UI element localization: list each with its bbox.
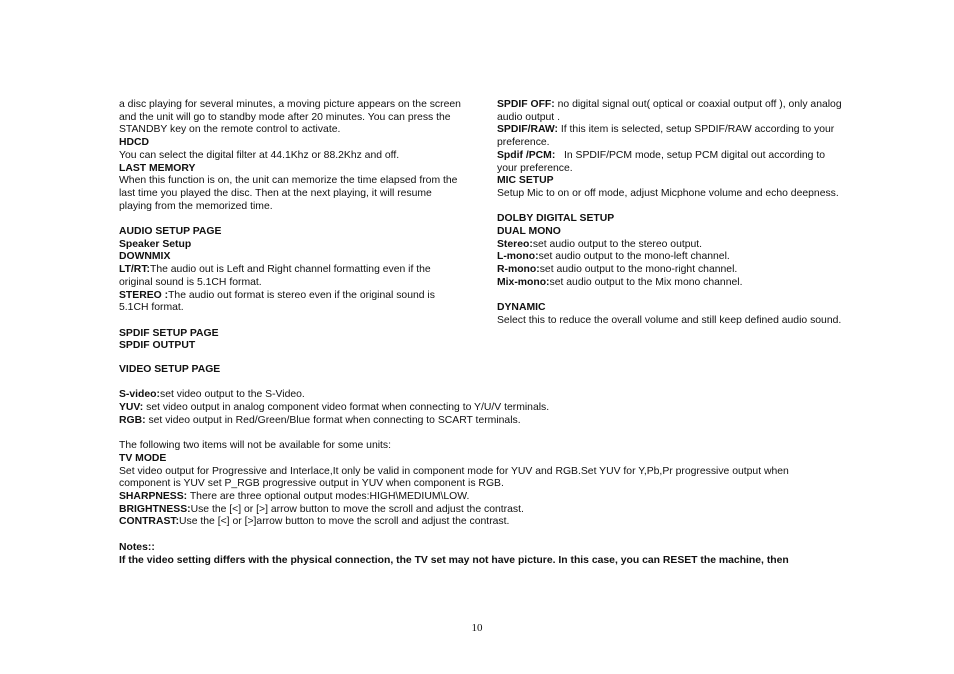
dynamic-heading: DYNAMIC — [497, 302, 546, 314]
brightness-paragraph — [119, 504, 839, 517]
rmono-label: R-mono: — [497, 264, 540, 276]
video-setup-section — [119, 364, 839, 567]
sharpness-paragraph — [119, 491, 839, 504]
spdif-pcm-paragraph — [497, 150, 842, 175]
spdif-output-heading: SPDIF OUTPUT — [119, 340, 196, 352]
dual-mono-heading: DUAL MONO — [497, 226, 561, 238]
sharpness-text: There are three optional output modes:HIGH\MEDIUM\LOW. — [187, 491, 470, 502]
yuv-text: set video output in analog component video format when connecting to Y/U/V terminals. — [143, 402, 550, 414]
rgb-label: RGB: — [119, 414, 146, 426]
lmono-paragraph — [497, 251, 842, 264]
spdif-off-label: SPDIF OFF: — [497, 99, 555, 110]
tv-mode-text: Set video output for Progressive and Interlace,It only be valid in component mode for YUV and RGB.Set YUV for Y,Pb,Pr progressive output when component is YUV set P_RGB progressive output in YUV when component is RGB. — [119, 465, 789, 490]
audio-setup-heading: AUDIO SETUP PAGE — [119, 226, 222, 238]
spdif-pcm-label: Spdif /PCM: — [497, 149, 556, 161]
video-setup-heading: VIDEO SETUP PAGE — [119, 364, 221, 375]
notes-text: If the video setting differs with the physical connection, the TV set may not have picture. In this case, you can RESET the machine, then — [119, 554, 789, 566]
spdif-setup-heading: SPDIF SETUP PAGE — [119, 327, 219, 339]
ltrt-paragraph — [119, 264, 464, 289]
downmix-heading: DOWNMIX — [119, 251, 171, 263]
spdif-raw-paragraph — [497, 124, 842, 149]
spdif-raw-label: SPDIF/RAW: — [497, 124, 558, 136]
rgb-paragraph — [119, 415, 839, 428]
svideo-text: set video output to the S-Video. — [160, 389, 305, 401]
notes-heading: Notes:: — [119, 541, 155, 553]
yuv-paragraph — [119, 402, 839, 415]
stereo-paragraph — [497, 239, 842, 252]
brightness-label: BRIGHTNESS: — [119, 503, 191, 515]
yuv-label: YUV: — [119, 402, 144, 414]
right-column — [497, 99, 842, 328]
dynamic-text: Select this to reduce the overall volume and still keep defined audio sound. — [497, 314, 842, 326]
contrast-text: Use the [<] or [>]arrow button to move the scroll and adjust the contrast. — [179, 516, 510, 528]
page-number: 10 — [471, 622, 483, 634]
svideo-label: S-video: — [119, 389, 160, 401]
lmono-label: L-mono: — [497, 251, 539, 263]
stereo-text: set audio output to the stereo output. — [532, 238, 703, 250]
dolby-heading: DOLBY DIGITAL SETUP — [497, 213, 615, 225]
mixmono-paragraph — [497, 277, 842, 290]
brightness-text: Use the [<] or [>] arrow button to move the scroll and adjust the contrast. — [190, 503, 524, 515]
speaker-setup-heading: Speaker Setup — [119, 238, 192, 250]
stereo-downmix-paragraph — [119, 290, 464, 315]
availability-note: The following two items will not be available for some units: — [119, 440, 392, 452]
sharpness-label: SHARPNESS: — [119, 491, 188, 502]
left-column — [119, 99, 464, 353]
last-memory-text: When this function is on, the unit can memorize the time elapsed from the last time you played the disc. Then at the next playing, it will resume playing from the memorized time. — [119, 175, 458, 212]
mixmono-text: set audio output to the Mix mono channel. — [549, 276, 743, 288]
hdcd-heading: HDCD — [119, 137, 150, 149]
spdif-raw-text: If this item is selected, setup SPDIF/RAW according to your preference. — [497, 124, 835, 149]
stereo-label: Stereo: — [497, 238, 533, 250]
rgb-text: set video output in Red/Green/Blue format when connecting to SCART terminals. — [145, 414, 521, 426]
rmono-text: set audio output to the mono-right channel. — [539, 264, 738, 276]
spdif-pcm-text: In SPDIF/PCM mode, setup PCM digital out according to your preference. — [497, 149, 828, 174]
mic-setup-heading: MIC SETUP — [497, 175, 554, 187]
last-memory-heading: LAST MEMORY — [119, 162, 196, 174]
ltrt-text: The audio out is Left and Right channel formatting even if the original sound is 5.1CH format. — [119, 264, 431, 288]
tv-mode-heading: TV MODE — [119, 452, 167, 464]
rmono-paragraph — [497, 264, 842, 277]
contrast-paragraph — [119, 516, 839, 529]
spdif-off-paragraph — [497, 99, 842, 124]
ltrt-label: LT/RT: — [119, 264, 150, 276]
stereo-downmix-text: The audio out format is stereo even if the original sound is 5.1CH format. — [119, 289, 435, 314]
spdif-off-text: no digital signal out( optical or coaxial output off ), only analog audio output . — [497, 99, 842, 123]
hdcd-text: You can select the digital filter at 44.1Khz or 88.2Khz and off. — [119, 149, 400, 161]
svideo-paragraph — [119, 389, 839, 402]
lmono-text: set audio output to the mono-left channel. — [538, 251, 730, 263]
mic-setup-text: Setup Mic to on or off mode, adjust Micphone volume and echo deepness. — [497, 187, 839, 199]
stereo-downmix-label: STEREO : — [119, 289, 169, 301]
mixmono-label: Mix-mono: — [497, 276, 550, 288]
standby-paragraph: a disc playing for several minutes, a moving picture appears on the screen and the unit will go to standby mode after 20 minutes. You can press the STANDBY key on the remote control to activate. — [119, 99, 461, 136]
contrast-label: CONTRAST: — [119, 516, 180, 528]
